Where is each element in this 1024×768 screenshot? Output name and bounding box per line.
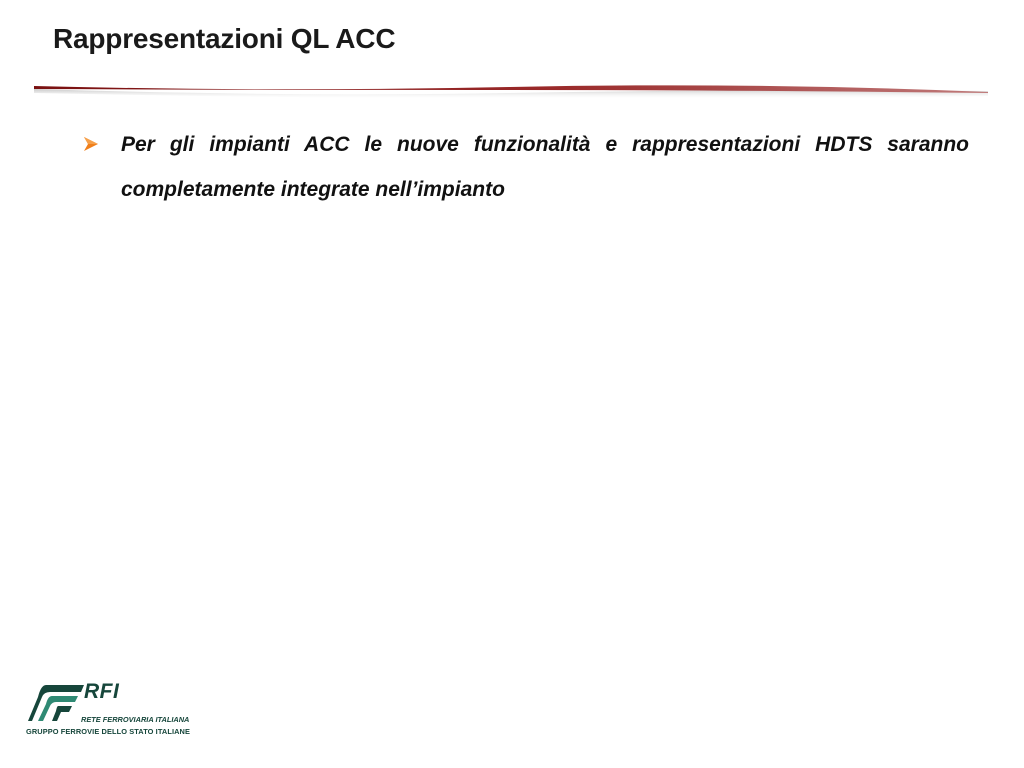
logo-brand: RFI (84, 680, 120, 703)
title-divider (30, 80, 992, 104)
arrow-bullet-icon (83, 136, 99, 152)
rfi-logo (26, 680, 226, 743)
logo-subtitle: RETE FERROVIARIA ITALIANA (81, 715, 190, 724)
slide-title: Rappresentazioni QL ACC (53, 23, 396, 54)
bullet-text: Per gli impianti ACC le nuove funzionalità e rappresentazioni HDTS saranno completamente integrate nell’impianto (121, 133, 969, 201)
rfi-logo-mark-icon (28, 683, 86, 723)
bullet-list (83, 128, 969, 212)
logo-group-text: GRUPPO FERROVIE DELLO STATO ITALIANE (26, 727, 191, 736)
